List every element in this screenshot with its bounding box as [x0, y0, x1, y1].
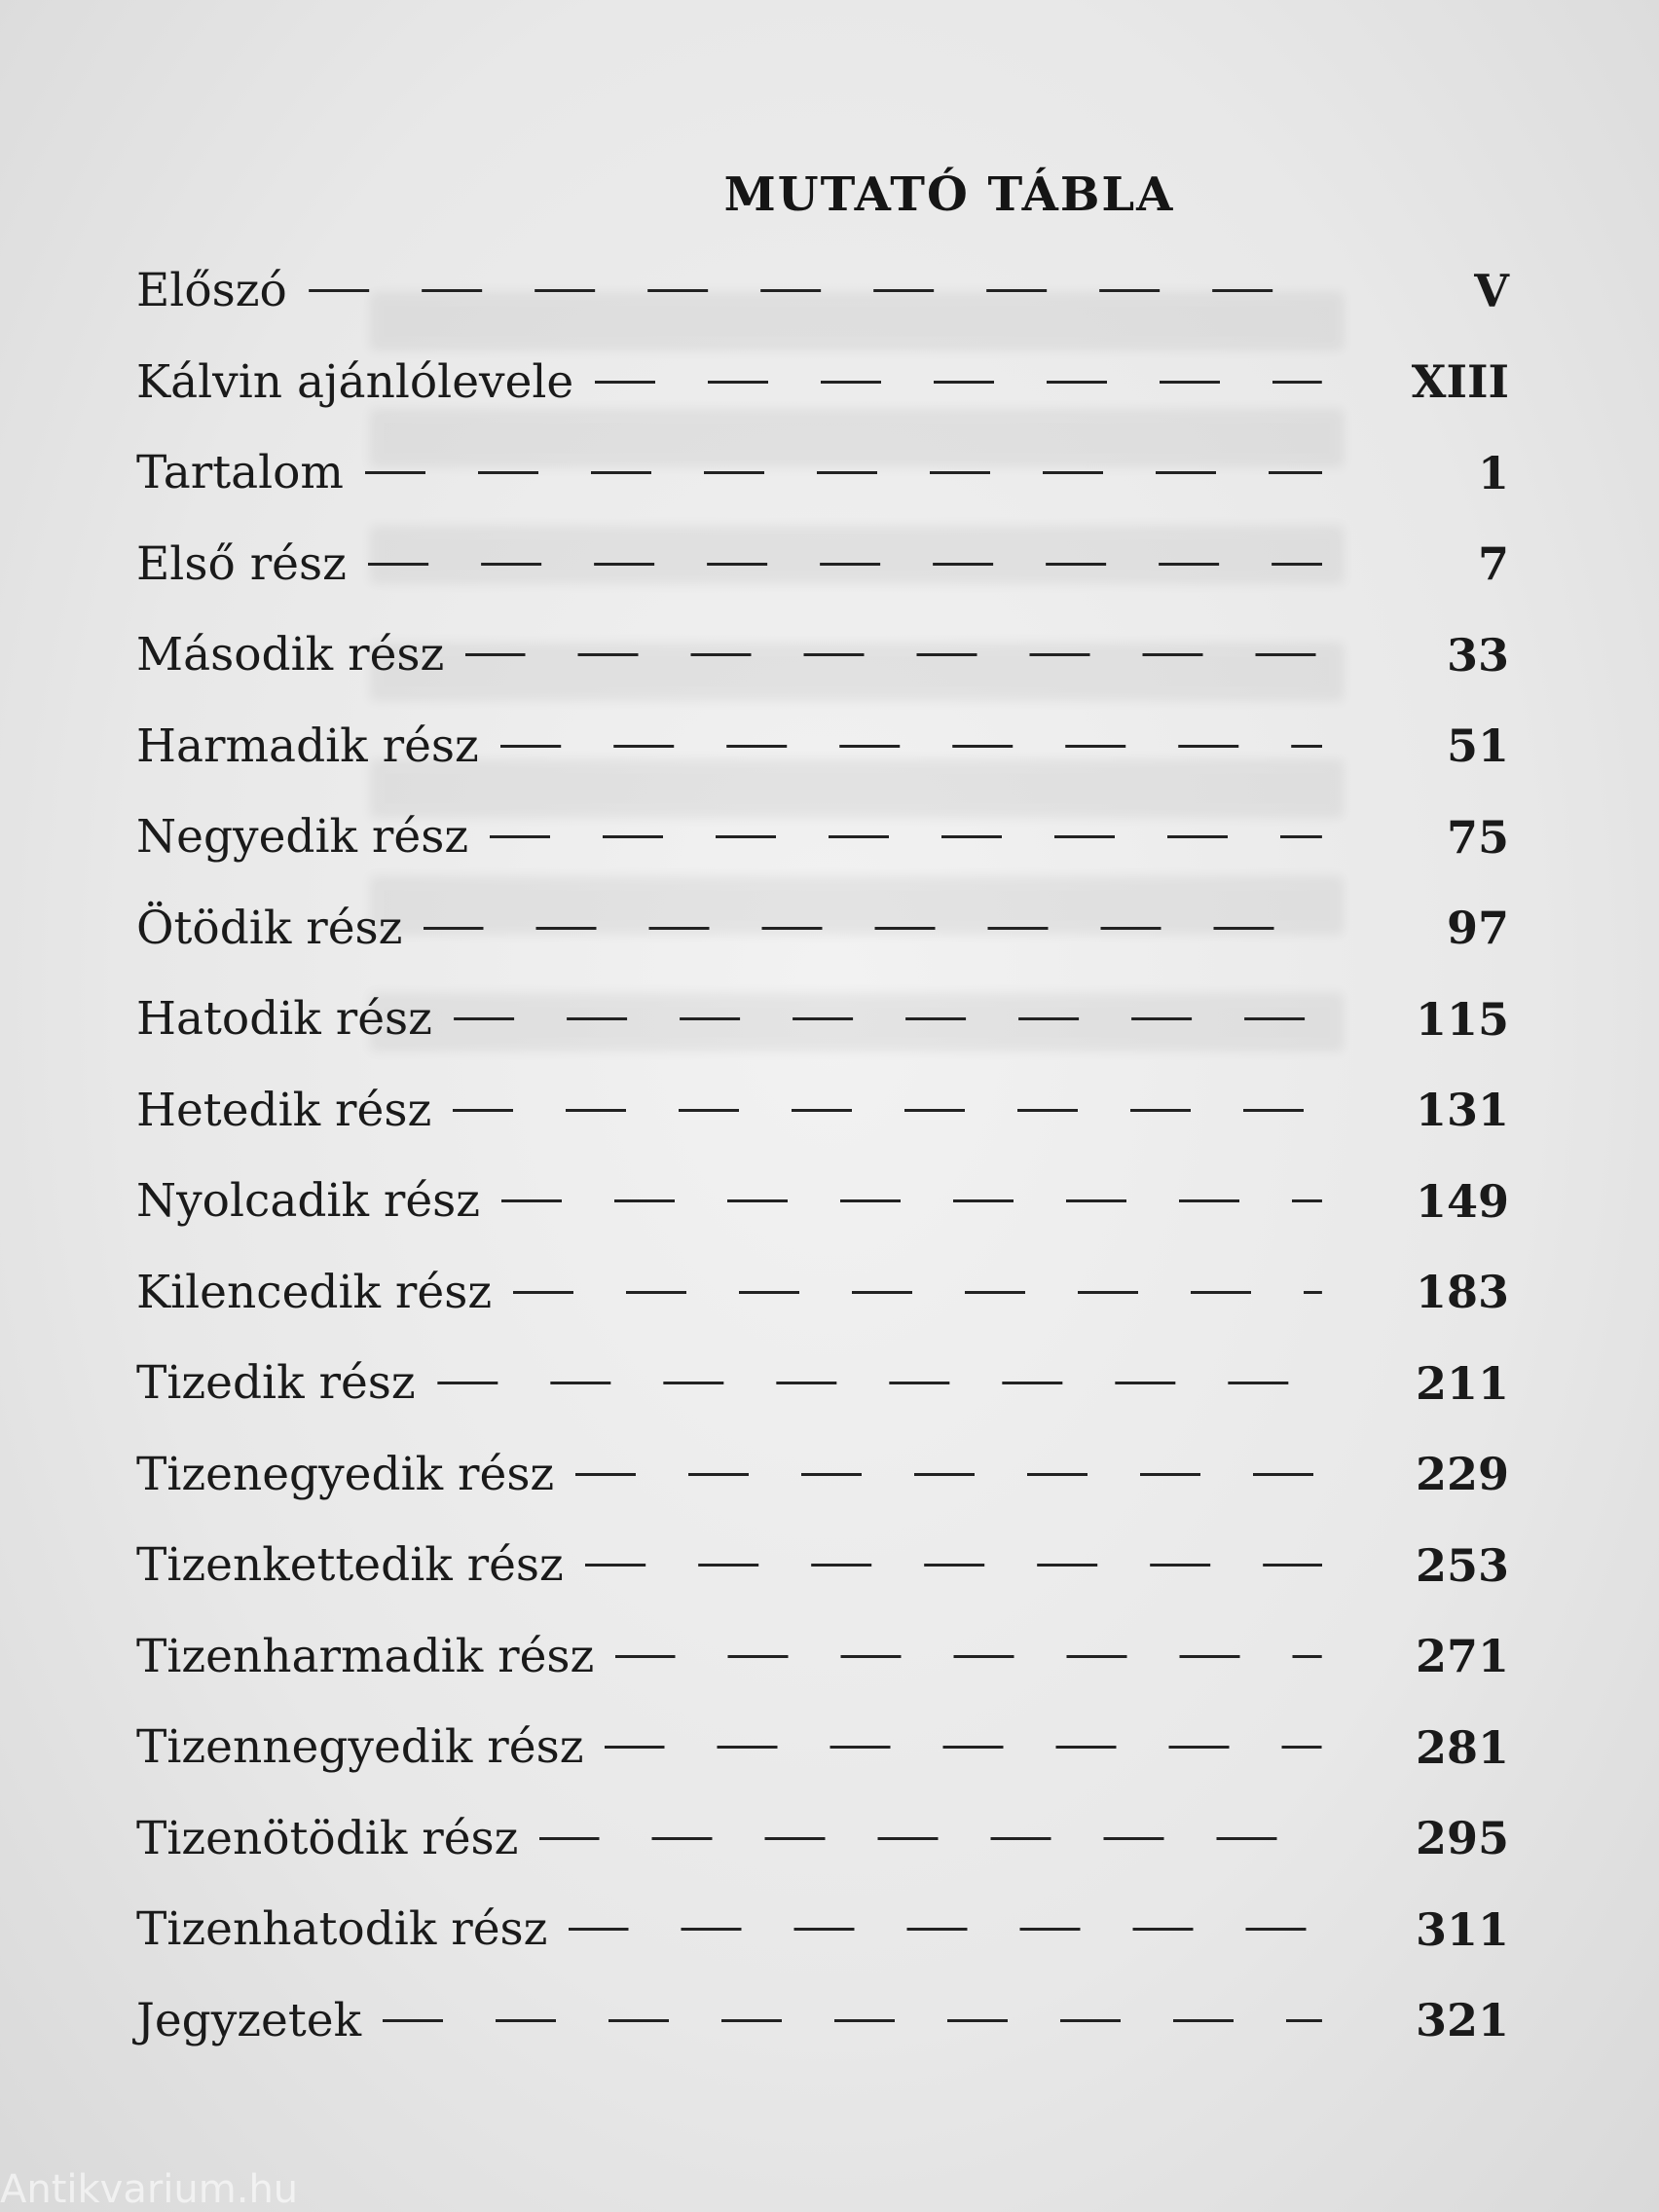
- toc-entry-title: Kálvin ajánlólevele: [136, 354, 574, 409]
- dash-leader: [605, 1746, 1322, 1749]
- toc-entry-14[interactable]: [136, 1429, 1509, 1521]
- toc-entry-6[interactable]: [136, 701, 1509, 793]
- dash-leader: [500, 745, 1322, 748]
- toc-entry-page-number: 131: [1415, 1084, 1509, 1137]
- toc-entry-page-number: 1: [1477, 446, 1509, 499]
- dash-leader: [595, 381, 1322, 384]
- dash-leader: [615, 1655, 1322, 1658]
- toc-entry-19[interactable]: [136, 1884, 1509, 1975]
- toc-entry-page-number: 253: [1415, 1538, 1509, 1592]
- toc-entry-title: Jegyzetek: [136, 1993, 362, 2047]
- toc-entry-18[interactable]: [136, 1793, 1509, 1885]
- toc-entry-title: Ötödik rész: [136, 901, 403, 955]
- dash-leader: [575, 1473, 1322, 1476]
- dash-leader: [368, 563, 1322, 566]
- toc-entry-page-number: V: [1474, 264, 1509, 317]
- toc-entry-page-number: 183: [1415, 1266, 1509, 1319]
- toc-entry-page-number: 321: [1415, 1994, 1509, 2047]
- toc-entry-7[interactable]: [136, 792, 1509, 883]
- toc-entry-15[interactable]: [136, 1520, 1509, 1611]
- dash-leader: [383, 2019, 1322, 2022]
- toc-entry-title: Második rész: [136, 628, 445, 682]
- toc-entry-title: Tizedik rész: [136, 1356, 416, 1411]
- dash-leader: [365, 471, 1322, 474]
- toc-entry-4[interactable]: [136, 519, 1509, 610]
- toc-entry-page-number: 51: [1446, 719, 1509, 773]
- toc-entry-page-number: 229: [1415, 1448, 1509, 1501]
- toc-entry-title: Első rész: [136, 536, 347, 591]
- toc-entry-3[interactable]: [136, 427, 1509, 519]
- toc-entry-title: Tizenötödik rész: [136, 1811, 519, 1865]
- toc-entry-page-number: 311: [1415, 1902, 1509, 1956]
- toc-entry-5[interactable]: [136, 609, 1509, 701]
- toc-entry-title: Előszó: [136, 264, 287, 318]
- toc-entry-title: Kilencedik rész: [136, 1265, 493, 1319]
- dash-leader: [490, 835, 1322, 838]
- dash-leader: [309, 289, 1322, 292]
- toc-entry-page-number: 7: [1477, 537, 1509, 591]
- dash-leader: [437, 1382, 1322, 1384]
- toc-entry-page-number: 271: [1415, 1630, 1509, 1683]
- dash-leader: [513, 1291, 1322, 1294]
- dash-leader: [454, 1017, 1322, 1020]
- toc-entry-page-number: 295: [1415, 1812, 1509, 1865]
- toc-entry-title: Hatodik rész: [136, 992, 432, 1047]
- toc-entry-10[interactable]: [136, 1065, 1509, 1157]
- toc-entry-11[interactable]: [136, 1156, 1509, 1247]
- toc-entry-title: Tizenkettedik rész: [136, 1538, 564, 1593]
- toc-entry-page-number: 149: [1415, 1174, 1509, 1228]
- toc-entry-8[interactable]: [136, 883, 1509, 975]
- toc-entry-title: Negyedik rész: [136, 810, 469, 865]
- toc-entry-12[interactable]: [136, 1247, 1509, 1339]
- toc-entry-title: Tizenhatodik rész: [136, 1902, 548, 1957]
- toc-entry-13[interactable]: [136, 1338, 1509, 1429]
- toc-entry-page-number: 115: [1415, 992, 1509, 1046]
- toc-entry-title: Tartalom: [136, 446, 344, 500]
- toc-entry-17[interactable]: [136, 1702, 1509, 1793]
- toc-entry-title: Nyolcadik rész: [136, 1174, 481, 1229]
- dash-leader: [453, 1109, 1322, 1112]
- toc-entry-9[interactable]: [136, 974, 1509, 1065]
- toc-entry-page-number: 75: [1446, 810, 1509, 864]
- toc-entry-20[interactable]: [136, 1975, 1509, 2067]
- dash-leader: [424, 927, 1322, 930]
- watermark: Antikvarium.hu: [0, 2167, 299, 2212]
- dash-leader: [501, 1199, 1322, 1202]
- toc-entry-title: Tizenharmadik rész: [136, 1629, 595, 1683]
- toc-entry-title: Harmadik rész: [136, 719, 479, 773]
- dash-leader: [465, 653, 1322, 656]
- table-of-contents: [136, 245, 1509, 2066]
- dash-leader: [569, 1928, 1322, 1931]
- dash-leader: [585, 1564, 1322, 1567]
- toc-entry-page-number: 211: [1415, 1356, 1509, 1410]
- toc-entry-title: Hetedik rész: [136, 1083, 432, 1137]
- toc-entry-16[interactable]: [136, 1611, 1509, 1703]
- toc-entry-2[interactable]: [136, 337, 1509, 428]
- toc-entry-title: Tizennegyedik rész: [136, 1720, 584, 1775]
- toc-entry-page-number: 97: [1446, 902, 1509, 955]
- toc-entry-page-number: 281: [1415, 1720, 1509, 1774]
- toc-entry-page-number: XIII: [1411, 355, 1509, 409]
- toc-entry-1[interactable]: [136, 245, 1509, 337]
- toc-entry-page-number: 33: [1446, 628, 1509, 682]
- dash-leader: [539, 1837, 1322, 1840]
- toc-entry-title: Tizenegyedik rész: [136, 1447, 555, 1501]
- page-title: MUTATÓ TÁBLA: [723, 167, 1175, 223]
